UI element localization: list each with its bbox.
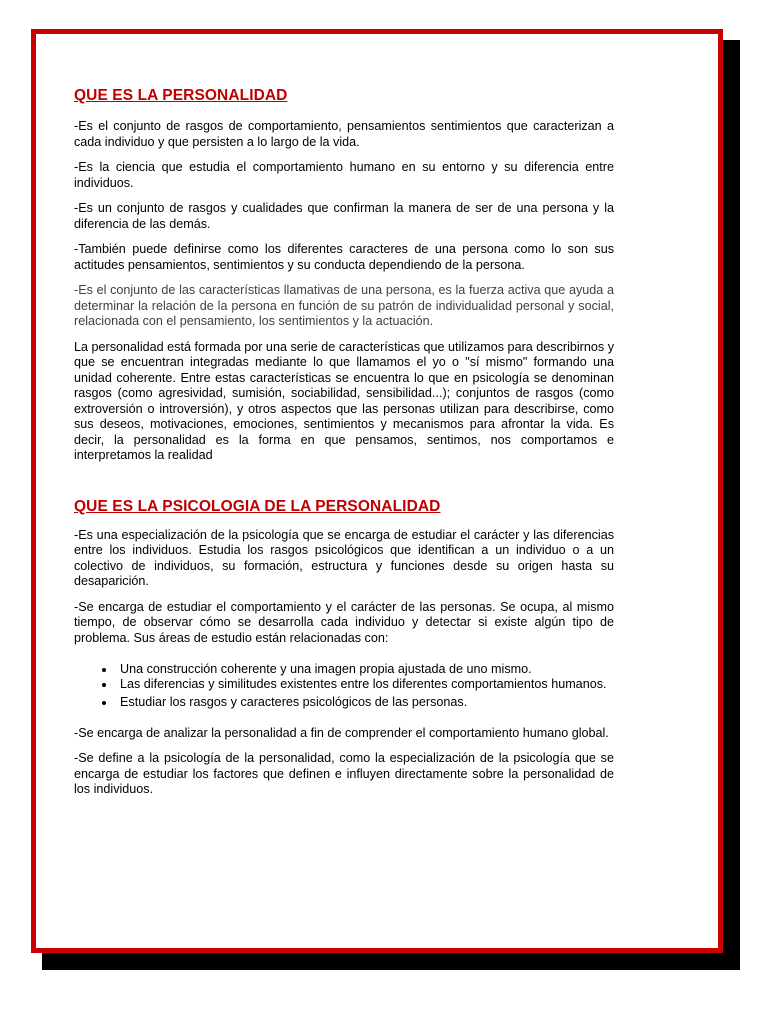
document-content: [74, 57, 614, 798]
paragraph: -Es una especialización de la psicología que se encarga de estudiar el carácter y las diferencias entre los individuos. Estudia los rasgos psicológicos que identifican a un individuo o a un colectivo de individuos, su formación, estructura y funciones desde su origen hasta su desaparición.: [74, 527, 614, 588]
paragraph: -Se encarga de analizar la personalidad a fin de comprender el comportamiento humano global.: [74, 725, 609, 740]
paragraph: -Es el conjunto de rasgos de comportamiento, pensamientos sentimientos que caracterizan a cada individuo y que persisten a lo largo de la vida.: [74, 119, 614, 149]
paragraph: -Es un conjunto de rasgos y cualidades que confirman la manera de ser de una persona y la diferencia de las demás.: [74, 201, 614, 231]
paragraph: La personalidad está formada por una serie de características que utilizamos para describirnos y que se encuentran integradas mediante lo que llamamos el yo o "sí mismo" formando una unidad coherente. Entre estas características se encuentra lo que en psicología se denominan rasgos (como agresividad, sumisión, sociabilidad, sensibilidad...); conjuntos de rasgos (como extroversión o introversión), y otros aspectos que las personas utilizan para describirse, como sus deseos, motivaciones, emociones, sentimientos y mecanismos para afrontar la vida. Es decir, la personalidad es la forma en que pensamos, sentimos, nos comportamos e interpretamos la realidad: [74, 339, 614, 462]
bullet-list: [74, 662, 614, 710]
list-item: • Las diferencias y similitudes existentes entre los diferentes comportamientos humanos.: [116, 677, 614, 692]
list-item: • Estudiar los rasgos y caracteres psicológicos de las personas.: [116, 695, 614, 710]
section-heading-psicologia: QUE ES LA PSICOLOGIA DE LA PERSONALIDAD: [74, 497, 441, 515]
list-item: • Una construcción coherente y una imagen propia ajustada de uno mismo.: [116, 662, 614, 677]
paragraph: -Se encarga de estudiar el comportamiento y el carácter de las personas. Se ocupa, al mismo tiempo, de observar cómo se desarrolla cada individuo y detectar si existe algún tipo de problema. Sus áreas de estudio están relacionadas con:: [74, 599, 614, 645]
paragraph: -Es el conjunto de las características llamativas de una persona, es la fuerza activa que ayuda a determinar la relación de la persona en función de su patrón de individualidad personal y social, relacionada con el pensamiento, los sentimientos y la actuación.: [74, 283, 614, 328]
section-heading-personalidad: QUE ES LA PERSONALIDAD: [74, 87, 288, 104]
paragraph: -También puede definirse como los diferentes caracteres de una persona como lo son sus actitudes pensamientos, sentimientos y su conducta dependiendo de la persona.: [74, 242, 614, 272]
paragraph: -Se define a la psicología de la personalidad, como la especialización de la psicología que se encarga de estudiar los factores que definen e influyen directamente sobre la personalidad de los individuos.: [74, 751, 614, 796]
paragraph: -Es la ciencia que estudia el comportamiento humano en su entorno y su diferencia entre individuos.: [74, 160, 614, 190]
